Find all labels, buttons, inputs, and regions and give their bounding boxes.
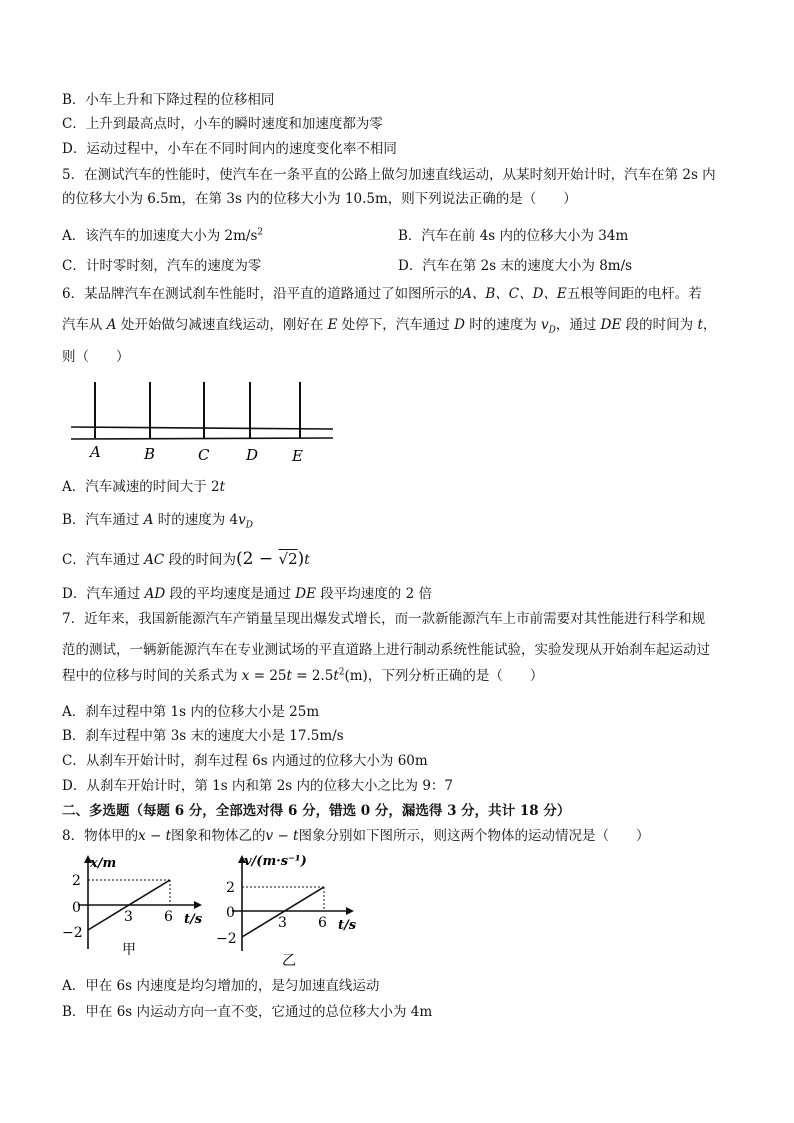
q7-stem-line1: 7．近年来，我国新能源汽车产销量呈现出爆发式增长，而一款新能源汽车上市前需要对其性能进行科学和规 [62,611,706,627]
q5-option-d: D．汽车在第 2s 末的速度大小为 8m/s [398,258,633,274]
yi-y-top: 2 [226,880,235,896]
pole-label-a: A [90,443,101,461]
q6-option-c: C．汽车通过 AC 段的时间为(2 − √2)t [62,549,310,569]
q5-option-b: B．汽车在前 4s 内的位移大小为 34m [398,228,629,244]
jia-y-top: 2 [72,873,81,889]
q7-stem-line3: 程中的位移与时间的关系式为 $x = 25t = 2.5t^2(m)$，下列分析正确的是（ ） [62,667,544,684]
q5-stem-line2: 的位移大小为 6.5m，在第 3s 内的位移大小为 10.5m，则下列说法正确的是（ ） [62,191,577,207]
road-edge-bottom [71,438,333,439]
jia-caption: 甲 [122,942,136,958]
q6-stem-line2: 汽车从 A 处开始做匀减速直线运动，刚好在 E 处停下，汽车通过 D 时的速度为 $v_D$，通过 DE 段的时间为 t， [62,317,717,336]
yi-ylabel: v/(m·s⁻¹) [244,854,307,869]
q7-option-a: A．刹车过程中第 1s 内的位移大小是 25m [62,704,320,720]
yi-y-zero: 0 [226,905,235,921]
graph-yi [212,853,382,971]
q5-stem-line1: 5．在测试汽车的性能时，使汽车在一条平直的公路上做匀加速直线运动，从某时刻开始计时，汽车在第 2s 内 [62,167,716,183]
yi-y-bottom: −2 [216,931,237,947]
q6-stem-line3: 则（ ） [62,349,130,365]
yi-xlabel: t/s [338,918,357,933]
road-edge-top [71,427,333,429]
jia-x-mid: 3 [124,909,133,925]
q4-option-d: D．运动过程中，小车在不同时间内的速度变化率不相同 [62,141,397,157]
q7-stem-line2: 范的测试，一辆新能源汽车在专业测试场的平直道路上进行制动系统性能试验，实验发现从开始刹车起运动过 [62,642,710,658]
q6-poles-figure [68,380,338,470]
q6-option-b: B．汽车通过 A 时的速度为 $4v_D$ [62,512,254,531]
jia-x-end: 6 [164,909,173,925]
pole-label-b: B [144,445,156,463]
q7-option-b: B．刹车过程中第 3s 末的速度大小是 17.5m/s [62,728,344,744]
yi-x-arrow [346,907,354,915]
q5-option-c: C．计时零时刻，汽车的速度为零 [62,258,262,274]
yi-x-mid: 3 [278,915,287,931]
q7-option-c: C．从刹车开始计时，刹车过程 6s 内通过的位移大小为 60m [62,753,428,769]
yi-x-end: 6 [318,915,327,931]
q4-option-b: B．小车上升和下降过程的位移相同 [62,92,275,108]
q6-option-a: A．汽车减速的时间大于 2t [62,479,226,495]
pole-label-e: E [292,447,303,465]
graph-jia [60,853,220,965]
jia-x-arrow [194,901,202,909]
q6-stem-line1: 6．某品牌汽车在测试刹车性能时，沿平直的道路通过了如图所示的A、B、C、D、E五根等间距的电杆。若 [62,286,702,302]
q7-option-d: D．从刹车开始计时，第 1s 内和第 2s 内的位移大小之比为 9：7 [62,778,453,794]
pole-label-d: D [246,446,259,464]
q8-stem: 8．物体甲的x − t图象和物体乙的v − t图象分别如下图所示，则这两个物体的运动情况是（ ） [62,828,650,844]
q5-option-a: A．该汽车的加速度大小为 $2m/s^2$ [62,227,264,244]
q4-option-c: C．上升到最高点时，小车的瞬时速度和加速度都为零 [62,116,383,132]
q8-option-a: A．甲在 6s 内速度是均匀增加的，是匀加速直线运动 [62,978,380,994]
q6-option-d: D．汽车通过 AD 段的平均速度是通过 DE 段平均速度的 2 倍 [62,586,432,602]
yi-caption: 乙 [282,953,296,969]
jia-ylabel: x/m [90,856,117,871]
jia-xlabel: t/s [184,912,203,927]
pole-label-c: C [198,446,210,464]
jia-y-bottom: −2 [62,925,83,941]
section2-heading: 二、多选题（每题 6 分，全部选对得 6 分，错选 0 分，漏选得 3 分，共计 18 分） [62,803,571,819]
q8-option-b: B．甲在 6s 内运动方向一直不变，它通过的总位移大小为 4m [62,1004,433,1020]
jia-y-zero: 0 [72,900,81,916]
